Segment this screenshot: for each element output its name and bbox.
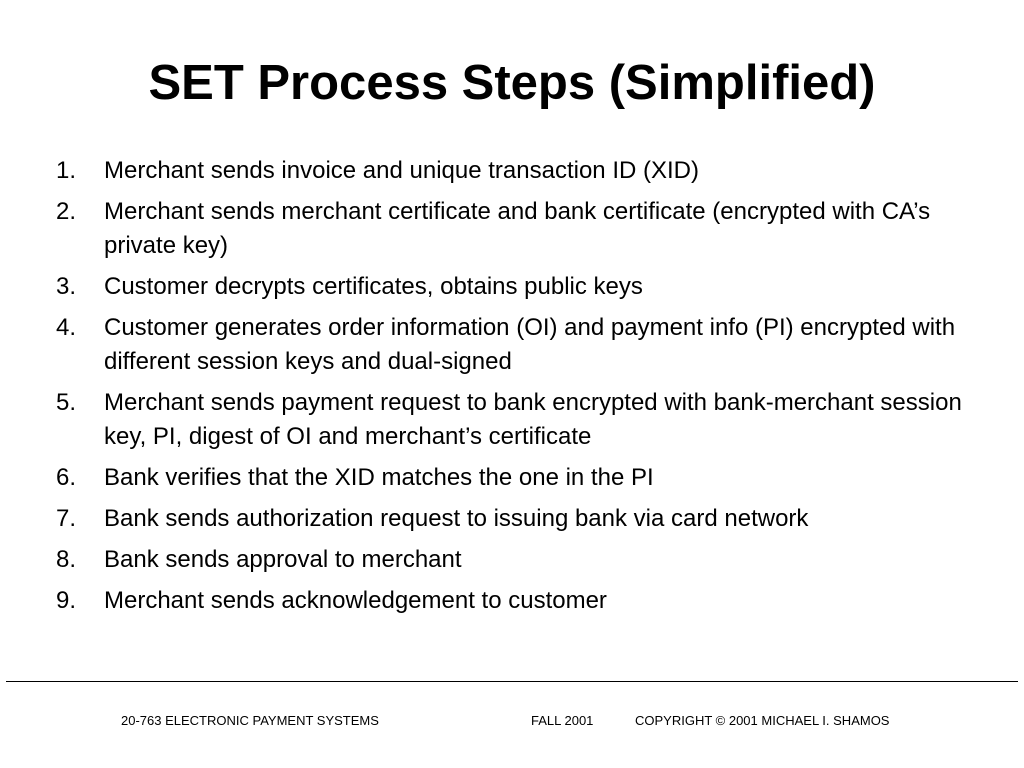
step-number: 8. (56, 546, 77, 573)
steps-list (56, 154, 976, 625)
step-item-9 (56, 584, 976, 618)
step-number: 3. (56, 273, 77, 300)
step-text: Merchant sends acknowledgement to customer (104, 587, 607, 614)
footer-copyright: COPYRIGHT © 2001 MICHAEL I. SHAMOS (635, 713, 890, 728)
step-number: 6. (56, 464, 77, 491)
step-number: 1. (56, 157, 77, 184)
step-text: Merchant sends invoice and unique transaction ID (XID) (104, 157, 699, 184)
step-item-4 (56, 311, 976, 379)
step-number: 9. (56, 587, 77, 614)
footer-divider (6, 681, 1018, 682)
footer-term: FALL 2001 (531, 713, 594, 728)
footer-course: 20-763 ELECTRONIC PAYMENT SYSTEMS (121, 713, 379, 728)
step-item-6 (56, 461, 976, 495)
step-text: Merchant sends merchant certificate and bank certificate (encrypted with CA’s private key) (104, 198, 931, 259)
step-text: Customer generates order information (OI) and payment info (PI) encrypted with different session keys and dual-signed (104, 314, 956, 375)
step-text: Bank verifies that the XID matches the one in the PI (104, 464, 654, 491)
step-text: Bank sends approval to merchant (104, 546, 462, 573)
step-number: 4. (56, 314, 77, 341)
step-number: 5. (56, 389, 77, 416)
slide-title: SET Process Steps (Simplified) (148, 56, 876, 110)
step-number: 2. (56, 198, 77, 225)
step-text: Merchant sends payment request to bank encrypted with bank-merchant session key, PI, digest of OI and merchant’s certificate (104, 389, 962, 450)
step-item-7 (56, 502, 976, 536)
step-item-2 (56, 195, 976, 263)
step-item-3 (56, 270, 976, 304)
step-item-8 (56, 543, 976, 577)
step-item-1 (56, 154, 976, 188)
step-number: 7. (56, 505, 77, 532)
step-item-5 (56, 386, 976, 454)
step-text: Bank sends authorization request to issuing bank via card network (104, 505, 809, 532)
step-text: Customer decrypts certificates, obtains public keys (104, 273, 643, 300)
